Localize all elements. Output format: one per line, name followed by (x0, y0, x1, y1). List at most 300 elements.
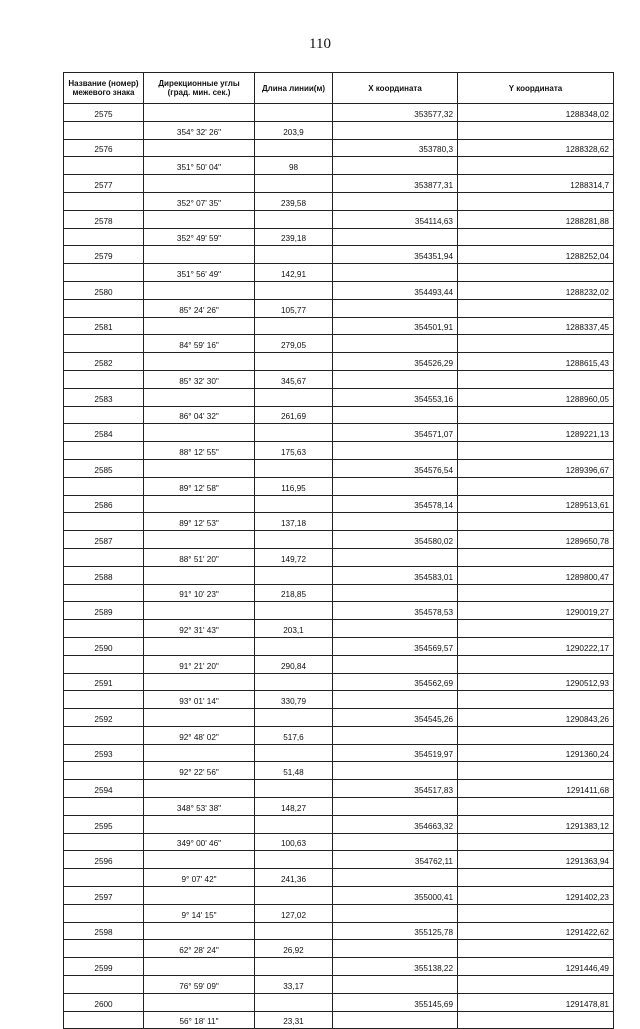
empty-cell (333, 192, 458, 210)
empty-cell (64, 442, 144, 460)
direction-angle: 352° 49' 59" (144, 228, 255, 246)
point-row (64, 887, 614, 905)
empty-cell (333, 620, 458, 638)
y-coordinate: 1291411,68 (458, 780, 614, 798)
line-length: 261,69 (255, 406, 333, 424)
empty-cell (458, 335, 614, 353)
header-y: Y координата (458, 73, 614, 104)
x-coordinate: 354114,63 (333, 210, 458, 228)
point-row (64, 602, 614, 620)
point-name: 2596 (64, 851, 144, 869)
point-name: 2591 (64, 673, 144, 691)
empty-cell (64, 121, 144, 139)
empty-cell (458, 299, 614, 317)
empty-cell (255, 353, 333, 371)
empty-cell (255, 958, 333, 976)
segment-row (64, 655, 614, 673)
empty-cell (144, 104, 255, 122)
point-name: 2576 (64, 139, 144, 157)
empty-cell (64, 299, 144, 317)
y-coordinate: 1288328,62 (458, 139, 614, 157)
y-coordinate: 1291363,94 (458, 851, 614, 869)
empty-cell (144, 424, 255, 442)
direction-angle: 351° 50' 04" (144, 157, 255, 175)
boundary-coordinates-table (63, 72, 614, 1029)
y-coordinate: 1288252,04 (458, 246, 614, 264)
line-length: 105,77 (255, 299, 333, 317)
line-length: 241,36 (255, 869, 333, 887)
line-length: 127,02 (255, 904, 333, 922)
empty-cell (144, 281, 255, 299)
point-name: 2599 (64, 958, 144, 976)
empty-cell (333, 833, 458, 851)
y-coordinate: 1291478,81 (458, 993, 614, 1011)
empty-cell (64, 620, 144, 638)
y-coordinate: 1290222,17 (458, 637, 614, 655)
empty-cell (64, 940, 144, 958)
empty-cell (255, 744, 333, 762)
y-coordinate: 1288337,45 (458, 317, 614, 335)
empty-cell (333, 1011, 458, 1029)
empty-cell (64, 655, 144, 673)
y-coordinate: 1291446,49 (458, 958, 614, 976)
empty-cell (144, 566, 255, 584)
point-row (64, 673, 614, 691)
direction-angle: 348° 53' 38" (144, 798, 255, 816)
point-name: 2595 (64, 815, 144, 833)
page-number: 110 (309, 36, 331, 52)
empty-cell (255, 637, 333, 655)
x-coordinate: 354493,44 (333, 281, 458, 299)
x-coordinate: 354562,69 (333, 673, 458, 691)
point-row (64, 780, 614, 798)
empty-cell (458, 406, 614, 424)
empty-cell (458, 762, 614, 780)
line-length: 26,92 (255, 940, 333, 958)
empty-cell (64, 192, 144, 210)
point-row (64, 246, 614, 264)
direction-angle: 351° 56' 49" (144, 264, 255, 282)
empty-cell (64, 691, 144, 709)
direction-angle: 93° 01' 14" (144, 691, 255, 709)
direction-angle: 85° 32' 30" (144, 370, 255, 388)
empty-cell (333, 726, 458, 744)
empty-cell (255, 780, 333, 798)
y-coordinate: 1291402,23 (458, 887, 614, 905)
point-name: 2580 (64, 281, 144, 299)
empty-cell (255, 887, 333, 905)
segment-row (64, 869, 614, 887)
empty-cell (255, 388, 333, 406)
empty-cell (64, 904, 144, 922)
empty-cell (458, 228, 614, 246)
point-row (64, 709, 614, 727)
empty-cell (144, 780, 255, 798)
x-coordinate: 354578,14 (333, 495, 458, 513)
y-coordinate: 1288960,05 (458, 388, 614, 406)
empty-cell (255, 815, 333, 833)
direction-angle: 91° 10' 23" (144, 584, 255, 602)
x-coordinate: 354545,26 (333, 709, 458, 727)
empty-cell (333, 548, 458, 566)
point-name: 2597 (64, 887, 144, 905)
point-row (64, 744, 614, 762)
x-coordinate: 354580,02 (333, 531, 458, 549)
x-coordinate: 354571,07 (333, 424, 458, 442)
empty-cell (333, 157, 458, 175)
empty-cell (64, 335, 144, 353)
empty-cell (144, 851, 255, 869)
empty-cell (144, 993, 255, 1011)
y-coordinate: 1288314,7 (458, 175, 614, 193)
empty-cell (458, 548, 614, 566)
point-row (64, 958, 614, 976)
x-coordinate: 354576,54 (333, 459, 458, 477)
empty-cell (255, 851, 333, 869)
empty-cell (144, 958, 255, 976)
empty-cell (255, 210, 333, 228)
point-name: 2579 (64, 246, 144, 264)
empty-cell (144, 602, 255, 620)
segment-row (64, 370, 614, 388)
point-row (64, 175, 614, 193)
point-row (64, 459, 614, 477)
point-name: 2590 (64, 637, 144, 655)
empty-cell (458, 904, 614, 922)
empty-cell (333, 584, 458, 602)
point-row (64, 353, 614, 371)
empty-cell (458, 157, 614, 175)
point-row (64, 388, 614, 406)
point-row (64, 815, 614, 833)
y-coordinate: 1288281,88 (458, 210, 614, 228)
empty-cell (144, 922, 255, 940)
empty-cell (144, 495, 255, 513)
point-row (64, 851, 614, 869)
empty-cell (144, 388, 255, 406)
empty-cell (144, 744, 255, 762)
empty-cell (333, 976, 458, 994)
empty-cell (255, 566, 333, 584)
empty-cell (458, 869, 614, 887)
empty-cell (255, 139, 333, 157)
direction-angle: 86° 04' 32" (144, 406, 255, 424)
empty-cell (458, 655, 614, 673)
point-name: 2586 (64, 495, 144, 513)
x-coordinate: 354526,29 (333, 353, 458, 371)
y-coordinate: 1291422,62 (458, 922, 614, 940)
y-coordinate: 1291383,12 (458, 815, 614, 833)
empty-cell (64, 406, 144, 424)
empty-cell (333, 442, 458, 460)
segment-row (64, 833, 614, 851)
x-coordinate: 354663,32 (333, 815, 458, 833)
point-name: 2578 (64, 210, 144, 228)
empty-cell (255, 281, 333, 299)
empty-cell (333, 513, 458, 531)
line-length: 218,85 (255, 584, 333, 602)
empty-cell (64, 370, 144, 388)
x-coordinate: 354762,11 (333, 851, 458, 869)
segment-row (64, 976, 614, 994)
empty-cell (64, 1011, 144, 1029)
segment-row (64, 299, 614, 317)
empty-cell (64, 726, 144, 744)
direction-angle: 76° 59' 09" (144, 976, 255, 994)
empty-cell (333, 406, 458, 424)
empty-cell (458, 370, 614, 388)
segment-row (64, 406, 614, 424)
y-coordinate: 1290512,93 (458, 673, 614, 691)
empty-cell (333, 370, 458, 388)
table-body (64, 104, 614, 1029)
line-length: 203,1 (255, 620, 333, 638)
line-length: 279,05 (255, 335, 333, 353)
empty-cell (64, 157, 144, 175)
empty-cell (458, 477, 614, 495)
point-name: 2583 (64, 388, 144, 406)
empty-cell (333, 264, 458, 282)
point-name: 2594 (64, 780, 144, 798)
x-coordinate: 354519,97 (333, 744, 458, 762)
empty-cell (255, 922, 333, 940)
segment-row (64, 762, 614, 780)
direction-angle: 85° 24' 26" (144, 299, 255, 317)
empty-cell (333, 299, 458, 317)
empty-cell (144, 210, 255, 228)
empty-cell (333, 691, 458, 709)
point-row (64, 993, 614, 1011)
point-name: 2588 (64, 566, 144, 584)
empty-cell (64, 976, 144, 994)
empty-cell (144, 353, 255, 371)
point-row (64, 139, 614, 157)
empty-cell (64, 548, 144, 566)
point-name: 2593 (64, 744, 144, 762)
empty-cell (333, 477, 458, 495)
point-row (64, 566, 614, 584)
empty-cell (64, 477, 144, 495)
x-coordinate: 354517,83 (333, 780, 458, 798)
line-length: 517,6 (255, 726, 333, 744)
empty-cell (255, 246, 333, 264)
empty-cell (333, 869, 458, 887)
empty-cell (333, 228, 458, 246)
segment-row (64, 1011, 614, 1029)
direction-angle: 89° 12' 58" (144, 477, 255, 495)
empty-cell (144, 531, 255, 549)
empty-cell (458, 513, 614, 531)
point-name: 2581 (64, 317, 144, 335)
empty-cell (255, 602, 333, 620)
empty-cell (458, 192, 614, 210)
segment-row (64, 264, 614, 282)
empty-cell (333, 798, 458, 816)
point-row (64, 637, 614, 655)
empty-cell (458, 264, 614, 282)
empty-cell (458, 798, 614, 816)
segment-row (64, 513, 614, 531)
x-coordinate: 355125,78 (333, 922, 458, 940)
empty-cell (333, 940, 458, 958)
line-length: 33,17 (255, 976, 333, 994)
y-coordinate: 1291360,24 (458, 744, 614, 762)
line-length: 142,91 (255, 264, 333, 282)
x-coordinate: 354501,91 (333, 317, 458, 335)
empty-cell (458, 940, 614, 958)
empty-cell (255, 424, 333, 442)
empty-cell (144, 887, 255, 905)
line-length: 51,48 (255, 762, 333, 780)
point-name: 2589 (64, 602, 144, 620)
segment-row (64, 121, 614, 139)
empty-cell (64, 513, 144, 531)
header-x: X координата (333, 73, 458, 104)
point-name: 2584 (64, 424, 144, 442)
empty-cell (333, 335, 458, 353)
point-name: 2592 (64, 709, 144, 727)
empty-cell (64, 798, 144, 816)
empty-cell (458, 976, 614, 994)
y-coordinate: 1289221,13 (458, 424, 614, 442)
empty-cell (255, 531, 333, 549)
header-length: Длина линии(м) (255, 73, 333, 104)
point-name: 2577 (64, 175, 144, 193)
empty-cell (144, 459, 255, 477)
empty-cell (255, 673, 333, 691)
direction-angle: 352° 07' 35" (144, 192, 255, 210)
x-coordinate: 354569,57 (333, 637, 458, 655)
y-coordinate: 1290843,26 (458, 709, 614, 727)
point-row (64, 281, 614, 299)
y-coordinate: 1289800,47 (458, 566, 614, 584)
y-coordinate: 1289650,78 (458, 531, 614, 549)
direction-angle: 9° 07' 42" (144, 869, 255, 887)
line-length: 290,84 (255, 655, 333, 673)
empty-cell (64, 869, 144, 887)
point-row (64, 531, 614, 549)
line-length: 23,31 (255, 1011, 333, 1029)
segment-row (64, 335, 614, 353)
empty-cell (64, 228, 144, 246)
empty-cell (333, 904, 458, 922)
direction-angle: 89° 12' 53" (144, 513, 255, 531)
segment-row (64, 584, 614, 602)
x-coordinate: 354583,01 (333, 566, 458, 584)
point-name: 2587 (64, 531, 144, 549)
x-coordinate: 353780,3 (333, 139, 458, 157)
empty-cell (458, 584, 614, 602)
empty-cell (458, 833, 614, 851)
empty-cell (255, 709, 333, 727)
empty-cell (64, 833, 144, 851)
segment-row (64, 691, 614, 709)
empty-cell (255, 993, 333, 1011)
x-coordinate: 354553,16 (333, 388, 458, 406)
line-length: 330,79 (255, 691, 333, 709)
segment-row (64, 620, 614, 638)
direction-angle: 9° 14' 15" (144, 904, 255, 922)
line-length: 98 (255, 157, 333, 175)
point-name: 2598 (64, 922, 144, 940)
empty-cell (255, 495, 333, 513)
line-length: 239,58 (255, 192, 333, 210)
empty-cell (333, 762, 458, 780)
empty-cell (144, 709, 255, 727)
direction-angle: 92° 22' 56" (144, 762, 255, 780)
line-length: 149,72 (255, 548, 333, 566)
empty-cell (64, 584, 144, 602)
empty-cell (458, 620, 614, 638)
segment-row (64, 192, 614, 210)
empty-cell (144, 175, 255, 193)
point-row (64, 210, 614, 228)
line-length: 203,9 (255, 121, 333, 139)
point-row (64, 317, 614, 335)
empty-cell (64, 264, 144, 282)
point-name: 2585 (64, 459, 144, 477)
empty-cell (458, 691, 614, 709)
direction-angle: 354° 32' 26" (144, 121, 255, 139)
point-row (64, 495, 614, 513)
point-row (64, 922, 614, 940)
empty-cell (333, 655, 458, 673)
segment-row (64, 157, 614, 175)
segment-row (64, 940, 614, 958)
line-length: 345,67 (255, 370, 333, 388)
empty-cell (144, 637, 255, 655)
x-coordinate: 354351,94 (333, 246, 458, 264)
x-coordinate: 355145,69 (333, 993, 458, 1011)
y-coordinate: 1289396,67 (458, 459, 614, 477)
y-coordinate: 1288348,02 (458, 104, 614, 122)
empty-cell (458, 121, 614, 139)
segment-row (64, 904, 614, 922)
point-name: 2582 (64, 353, 144, 371)
empty-cell (144, 815, 255, 833)
line-length: 239,18 (255, 228, 333, 246)
direction-angle: 92° 48' 02" (144, 726, 255, 744)
x-coordinate: 355138,22 (333, 958, 458, 976)
x-coordinate: 353577,32 (333, 104, 458, 122)
empty-cell (144, 246, 255, 264)
line-length: 148,27 (255, 798, 333, 816)
y-coordinate: 1288615,43 (458, 353, 614, 371)
empty-cell (333, 121, 458, 139)
direction-angle: 88° 12' 55" (144, 442, 255, 460)
empty-cell (458, 1011, 614, 1029)
x-coordinate: 354578,53 (333, 602, 458, 620)
empty-cell (64, 762, 144, 780)
line-length: 137,18 (255, 513, 333, 531)
empty-cell (255, 317, 333, 335)
line-length: 175,63 (255, 442, 333, 460)
direction-angle: 92° 31' 43" (144, 620, 255, 638)
point-row (64, 104, 614, 122)
x-coordinate: 355000,41 (333, 887, 458, 905)
empty-cell (144, 139, 255, 157)
table-header-row (64, 73, 614, 104)
direction-angle: 88° 51' 20" (144, 548, 255, 566)
direction-angle: 62° 28' 24" (144, 940, 255, 958)
direction-angle: 84° 59' 16" (144, 335, 255, 353)
line-length: 100,63 (255, 833, 333, 851)
x-coordinate: 353877,31 (333, 175, 458, 193)
empty-cell (144, 673, 255, 691)
segment-row (64, 548, 614, 566)
empty-cell (144, 317, 255, 335)
point-name: 2575 (64, 104, 144, 122)
